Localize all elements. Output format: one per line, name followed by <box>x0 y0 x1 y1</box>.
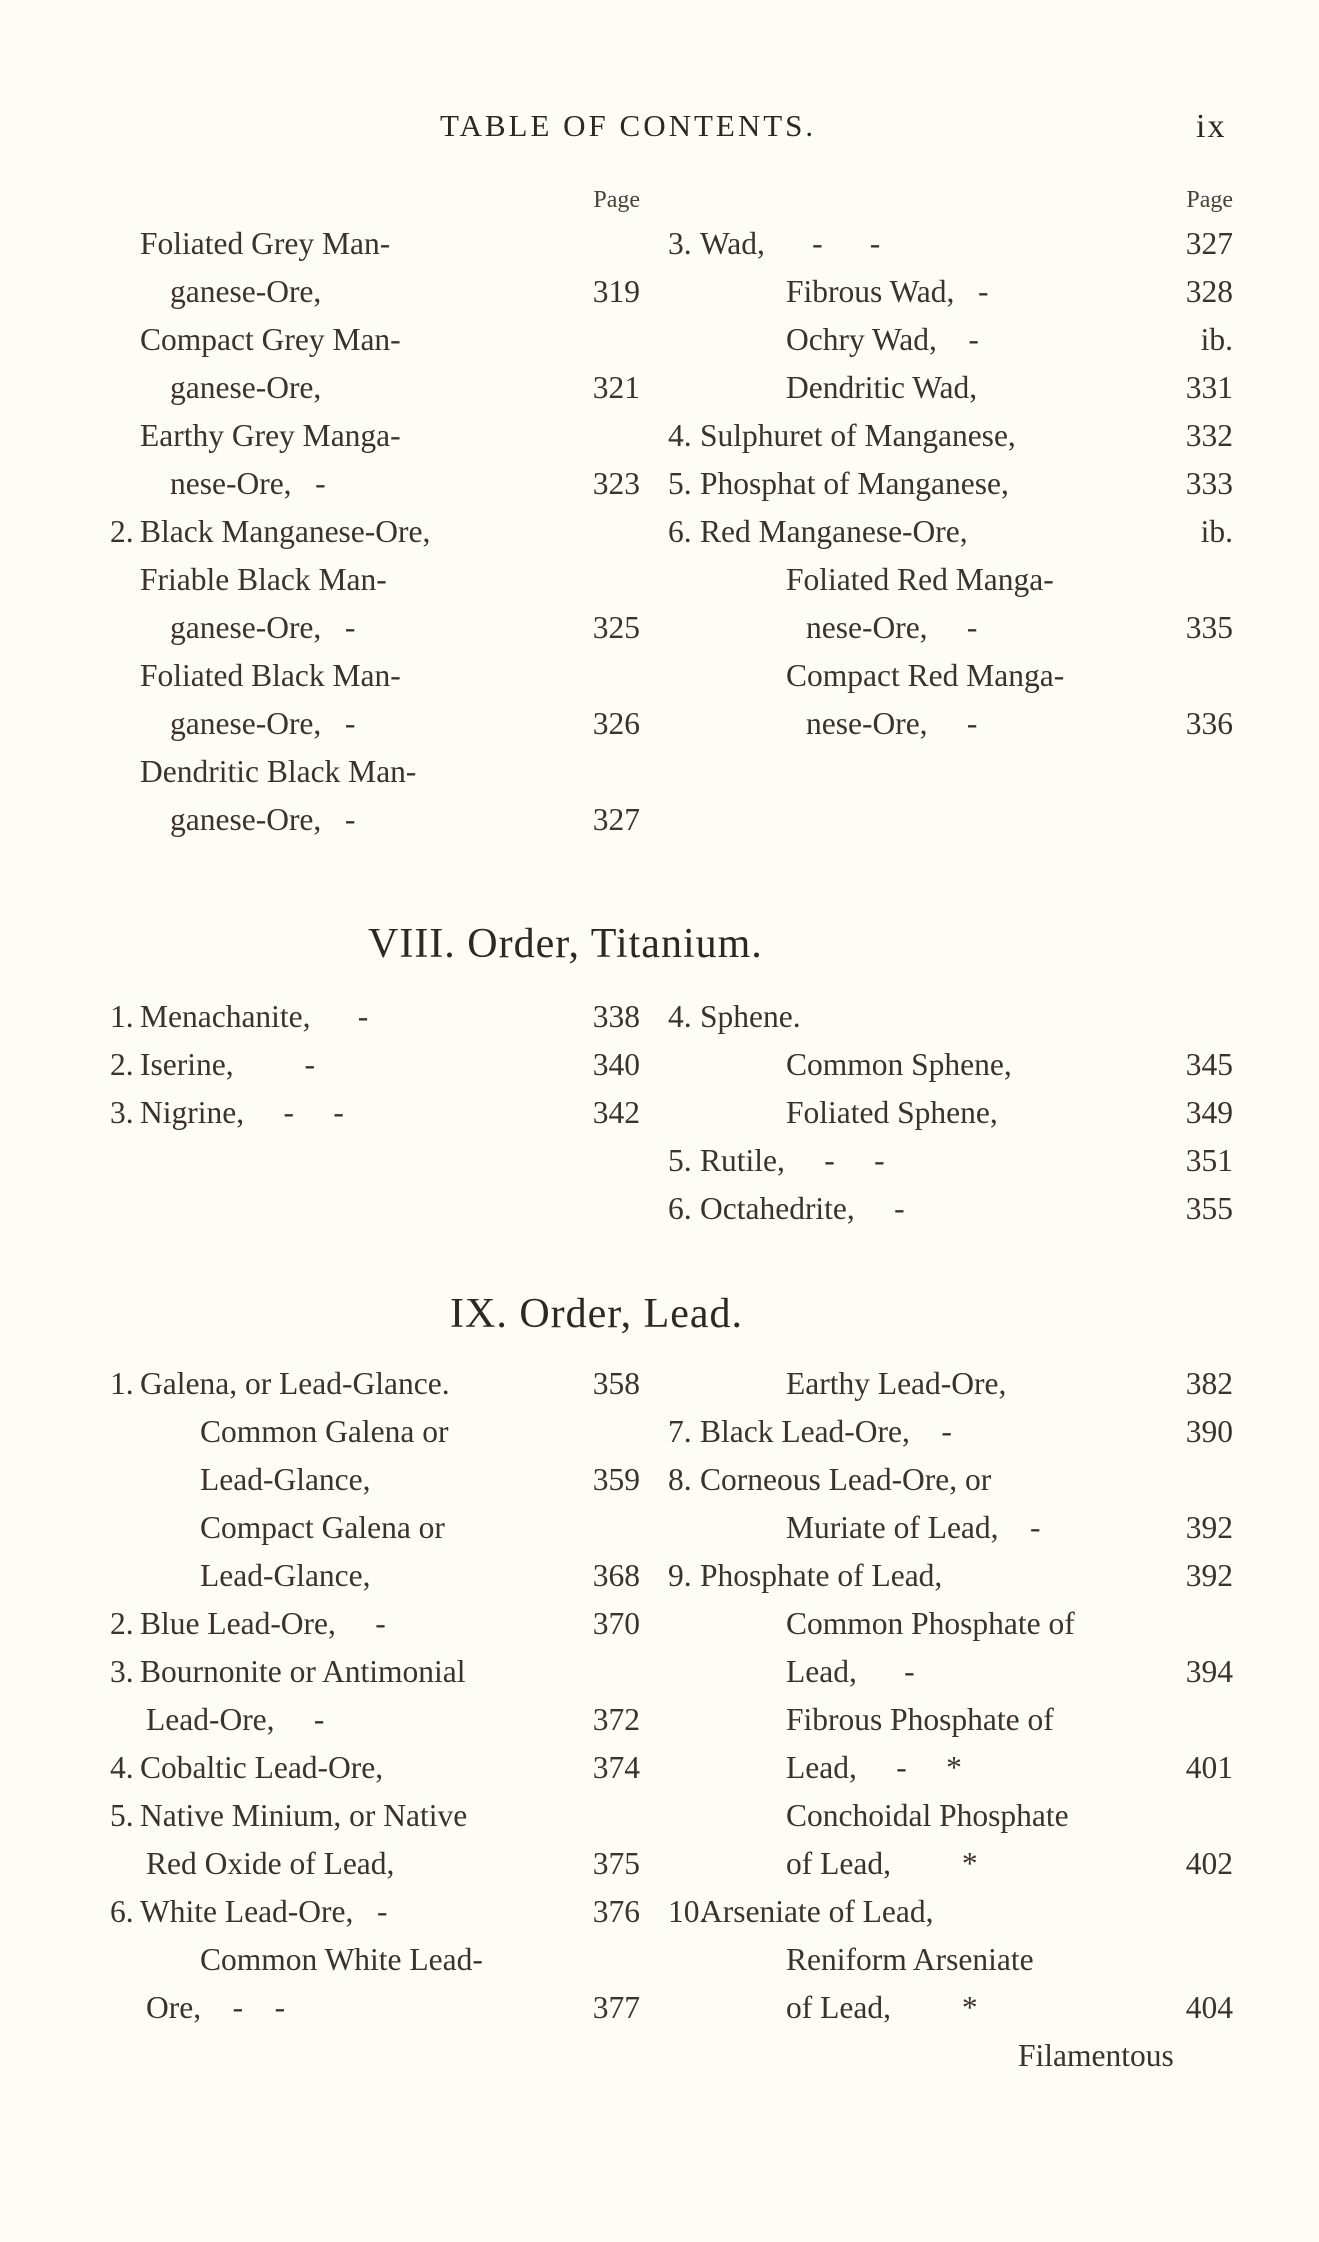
entry-number: 6. <box>668 514 692 549</box>
entry-number: 3. <box>668 226 692 261</box>
entry-title: Phosphate of Lead, <box>700 1558 943 1593</box>
section-heading-lead: IX. Order, Lead. <box>450 1291 744 1337</box>
toc-entry <box>110 1408 640 1456</box>
page-number: ix <box>1196 108 1227 145</box>
toc-entry <box>110 1744 640 1792</box>
toc-entry <box>668 1600 1233 1648</box>
entry-page: 326 <box>592 706 640 741</box>
toc-entry <box>110 1041 640 1089</box>
entry-number: 4. <box>110 1750 134 1785</box>
toc-entry <box>110 1504 640 1552</box>
toc-entry <box>668 268 1233 316</box>
toc-entry <box>110 700 640 748</box>
entry-title: Lead-Ore, - <box>146 1702 325 1737</box>
entry-title: Common White Lead- <box>200 1942 483 1977</box>
entry-number: 10. <box>668 1894 708 1929</box>
entry-title: nese-Ore, - <box>170 466 326 501</box>
toc-entry <box>668 1185 1233 1233</box>
toc-entry <box>668 364 1233 412</box>
toc-entry <box>668 316 1233 364</box>
toc-entry <box>668 1360 1233 1408</box>
toc-entry <box>668 993 1233 1041</box>
entry-number: 8. <box>668 1462 692 1497</box>
entry-title: Native Minium, or Native <box>140 1798 468 1833</box>
entry-title: Common Phosphate of <box>786 1606 1075 1641</box>
entry-title: ganese-Ore, <box>170 274 322 309</box>
lead-right-column <box>668 1360 1233 2080</box>
entry-title: Rutile, - - <box>700 1143 885 1178</box>
entry-page: 332 <box>1185 418 1233 453</box>
entry-number: 1. <box>110 1366 134 1401</box>
entry-page: 382 <box>1185 1366 1233 1401</box>
entry-title: Friable Black Man- <box>140 562 387 597</box>
entry-number: 7. <box>668 1414 692 1449</box>
entry-title: nese-Ore, - <box>806 610 978 645</box>
entry-title: Black Lead-Ore, - <box>700 1414 952 1449</box>
toc-entry <box>110 220 640 268</box>
entry-number: 5. <box>668 1143 692 1178</box>
entry-title: Nigrine, - - <box>140 1095 344 1130</box>
entry-title: Cobaltic Lead-Ore, <box>140 1750 384 1785</box>
toc-entry <box>110 604 640 652</box>
toc-entry <box>668 1648 1233 1696</box>
entry-page: 404 <box>1185 1990 1233 2025</box>
toc-entry <box>110 993 640 1041</box>
entry-page: 392 <box>1185 1510 1233 1545</box>
entry-title: Menachanite, - <box>140 999 369 1034</box>
entry-page: 327 <box>1185 226 1233 261</box>
entry-title: of Lead, * <box>786 1990 978 2025</box>
entry-page: 359 <box>592 1462 640 1497</box>
toc-entry <box>110 1840 640 1888</box>
toc-entry <box>668 1041 1233 1089</box>
entry-page: 323 <box>592 466 640 501</box>
toc-entry <box>668 1504 1233 1552</box>
entry-page: 321 <box>592 370 640 405</box>
toc-entry <box>110 460 640 508</box>
entry-title: Bournonite or Antimonial <box>140 1654 466 1689</box>
entry-title: ganese-Ore, - <box>170 706 356 741</box>
entry-number: 5. <box>668 466 692 501</box>
entry-page: 372 <box>592 1702 640 1737</box>
toc-entry <box>668 1936 1233 1984</box>
entry-number: 3. <box>110 1654 134 1689</box>
toc-entry <box>668 460 1233 508</box>
entry-page: 351 <box>1185 1143 1233 1178</box>
toc-entry <box>110 1936 640 1984</box>
manganese-right-column <box>668 180 1233 748</box>
toc-entry <box>668 700 1233 748</box>
entry-page: 319 <box>592 274 640 309</box>
entry-title: Fibrous Wad, - <box>786 274 989 309</box>
section-heading-titanium: VIII. Order, Titanium. <box>368 921 763 967</box>
entry-number: 3. <box>110 1095 134 1130</box>
toc-entry <box>110 412 640 460</box>
toc-entry <box>668 1408 1233 1456</box>
entry-title: Phosphat of Manganese, <box>700 466 1009 501</box>
toc-entry <box>668 2032 1233 2080</box>
page-column-label: Page <box>1186 187 1233 213</box>
entry-page: 358 <box>592 1366 640 1401</box>
entry-page: 377 <box>592 1990 640 2025</box>
toc-entry <box>110 268 640 316</box>
running-head: TABLE OF CONTENTS. <box>440 108 817 143</box>
toc-entry <box>110 1456 640 1504</box>
entry-page: 370 <box>592 1606 640 1641</box>
entry-number: 6. <box>668 1191 692 1226</box>
entry-page: 342 <box>592 1095 640 1130</box>
entry-title: Arseniate of Lead, <box>700 1894 934 1929</box>
entry-title: ganese-Ore, <box>170 370 322 405</box>
entry-page: ib. <box>1200 322 1233 357</box>
toc-entry <box>110 796 640 844</box>
toc-entry <box>110 1600 640 1648</box>
page-column-label: Page <box>593 187 640 213</box>
toc-entry <box>110 364 640 412</box>
toc-entry <box>110 508 640 556</box>
entry-title: Earthy Lead-Ore, <box>786 1366 1007 1401</box>
titanium-right-column <box>668 993 1233 1233</box>
toc-entry <box>110 1552 640 1600</box>
entry-title: ganese-Ore, - <box>170 802 356 837</box>
entry-page: 338 <box>592 999 640 1034</box>
entry-title: Dendritic Black Man- <box>140 754 417 789</box>
entry-title: Compact Galena or <box>200 1510 445 1545</box>
entry-page: 374 <box>592 1750 640 1785</box>
entry-page: 349 <box>1185 1095 1233 1130</box>
manganese-left-column <box>110 180 640 844</box>
entry-number: 1. <box>110 999 134 1034</box>
lead-left-column <box>110 1360 640 2032</box>
toc-entry <box>110 1888 640 1936</box>
entry-title: Red Manganese-Ore, <box>700 514 968 549</box>
entry-page: 340 <box>592 1047 640 1082</box>
entry-page: 336 <box>1185 706 1233 741</box>
toc-entry <box>110 1648 640 1696</box>
toc-entry <box>668 652 1233 700</box>
entry-number: 4. <box>668 418 692 453</box>
entry-number: 9. <box>668 1558 692 1593</box>
toc-entry <box>668 508 1233 556</box>
entry-page: 390 <box>1185 1414 1233 1449</box>
entry-number: 6. <box>110 1894 134 1929</box>
toc-entry <box>668 1456 1233 1504</box>
entry-title: Foliated Sphene, <box>786 1095 998 1130</box>
toc-entry <box>110 1984 640 2032</box>
toc-entry <box>668 412 1233 460</box>
entry-title: Black Manganese-Ore, <box>140 514 431 549</box>
entry-page: 333 <box>1185 466 1233 501</box>
entry-page: 394 <box>1185 1654 1233 1689</box>
entry-title: Common Sphene, <box>786 1047 1012 1082</box>
toc-entry <box>668 1137 1233 1185</box>
entry-title: Red Oxide of Lead, <box>146 1846 395 1881</box>
toc-entry <box>110 1360 640 1408</box>
entry-title: Common Galena or <box>200 1414 449 1449</box>
entry-title: Iserine, - <box>140 1047 315 1082</box>
entry-title: Lead-Glance, <box>200 1558 371 1593</box>
toc-entry <box>110 1089 640 1137</box>
entry-title: Compact Grey Man- <box>140 322 401 357</box>
toc-entry <box>668 220 1233 268</box>
entry-title: Ore, - - <box>146 1990 286 2025</box>
entry-title: Galena, or Lead-Glance. <box>140 1366 450 1401</box>
entry-title: White Lead-Ore, - <box>140 1894 388 1929</box>
entry-page: 392 <box>1185 1558 1233 1593</box>
entry-page: 368 <box>592 1558 640 1593</box>
entry-title: Foliated Red Manga- <box>786 562 1054 597</box>
entry-page: 345 <box>1185 1047 1233 1082</box>
entry-title: Corneous Lead-Ore, or <box>700 1462 992 1497</box>
entry-title: Conchoidal Phosphate <box>786 1798 1069 1833</box>
entry-page: 328 <box>1185 274 1233 309</box>
entry-page: 335 <box>1185 610 1233 645</box>
entry-number: 5. <box>110 1798 134 1833</box>
toc-entry <box>110 748 640 796</box>
entry-page: 375 <box>592 1846 640 1881</box>
entry-title: Sphene. <box>700 999 801 1034</box>
entry-title: Lead, - * <box>786 1750 962 1785</box>
entry-title: Dendritic Wad, <box>786 370 978 405</box>
toc-entry <box>668 1840 1233 1888</box>
toc-entry <box>668 1984 1233 2032</box>
entry-title: Lead, - <box>786 1654 915 1689</box>
entry-page: 376 <box>592 1894 640 1929</box>
entry-title: of Lead, * <box>786 1846 978 1881</box>
entry-page: 355 <box>1185 1191 1233 1226</box>
toc-entry <box>668 556 1233 604</box>
toc-entry <box>668 1744 1233 1792</box>
toc-entry <box>110 652 640 700</box>
toc-entry <box>668 1792 1233 1840</box>
entry-page: 327 <box>592 802 640 837</box>
toc-entry <box>668 1888 1233 1936</box>
entry-number: 2. <box>110 1606 134 1641</box>
entry-page: 331 <box>1185 370 1233 405</box>
entry-page: 401 <box>1185 1750 1233 1785</box>
entry-title: Ochry Wad, - <box>786 322 979 357</box>
entry-page: ib. <box>1200 514 1233 549</box>
toc-entry <box>668 1552 1233 1600</box>
entry-title: ganese-Ore, - <box>170 610 356 645</box>
toc-entry <box>110 556 640 604</box>
toc-entry <box>110 316 640 364</box>
toc-entry <box>668 1696 1233 1744</box>
toc-entry <box>668 604 1233 652</box>
entry-title: nese-Ore, - <box>806 706 978 741</box>
entry-title: Compact Red Manga- <box>786 658 1065 693</box>
entry-title: Wad, - - <box>700 226 881 261</box>
entry-title: Earthy Grey Manga- <box>140 418 401 453</box>
entry-page: 402 <box>1185 1846 1233 1881</box>
entry-number: 4. <box>668 999 692 1034</box>
entry-title: Lead-Glance, <box>200 1462 371 1497</box>
entry-title: Blue Lead-Ore, - <box>140 1606 386 1641</box>
entry-number: 2. <box>110 1047 134 1082</box>
entry-title: Fibrous Phosphate of <box>786 1702 1054 1737</box>
toc-entry <box>668 1089 1233 1137</box>
toc-entry <box>110 1696 640 1744</box>
toc-entry <box>110 1792 640 1840</box>
entry-page: 325 <box>592 610 640 645</box>
entry-title: Sulphuret of Manganese, <box>700 418 1016 453</box>
entry-title: Reniform Arseniate <box>786 1942 1034 1977</box>
entry-number: 2. <box>110 514 134 549</box>
titanium-left-column <box>110 993 640 1137</box>
entry-title: Octahedrite, - <box>700 1191 905 1226</box>
entry-title: Foliated Black Man- <box>140 658 401 693</box>
entry-title: Foliated Grey Man- <box>140 226 391 261</box>
entry-title: Muriate of Lead, - <box>786 1510 1041 1545</box>
entry-title: Filamentous <box>1018 2038 1174 2073</box>
